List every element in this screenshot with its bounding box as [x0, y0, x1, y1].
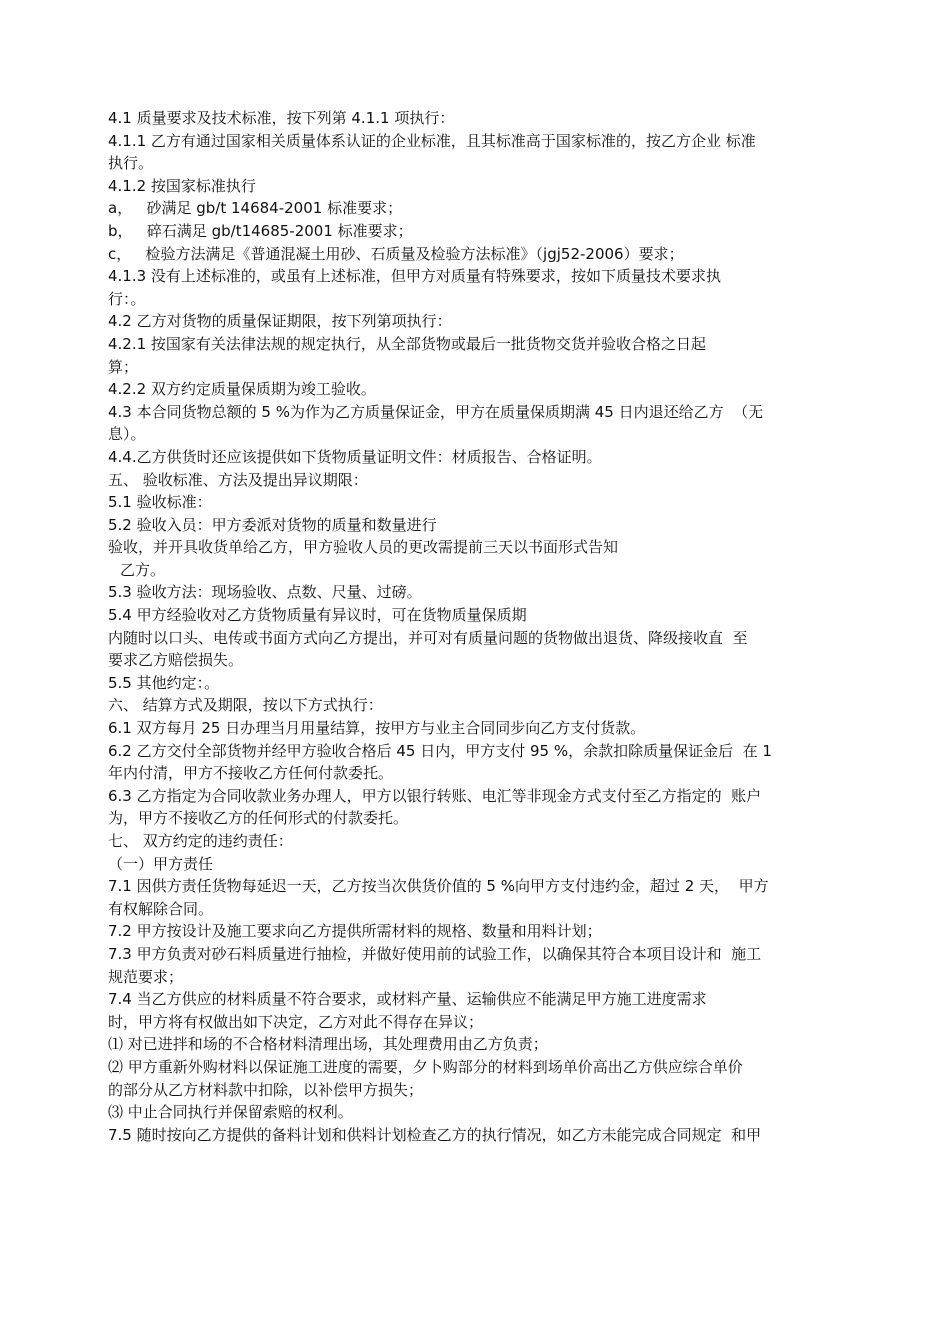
text-line: 4.1.1 乙方有通过国家相关质量体系认证的企业标准，且其标准高于国家标准的，按乙方企业 标准 — [108, 131, 756, 150]
text-line: 5.3 验收方法：现场验收、点数、尺量、过磅。 — [108, 583, 422, 602]
text-line: 5.1 验收标准： — [108, 493, 212, 512]
text-line: 6.2 乙方交付全部货物并经甲方验收合格后 45 日内，甲方支付 95 %，余款扣除质量保证金后 在 1 — [108, 741, 772, 760]
text-line: ⑵ 甲方重新外购材料以保证施工进度的需要，夕卜购部分的材料到场单价高出乙方供应综合单价 — [108, 1057, 743, 1076]
text-line: 要求乙方赔偿损失。 — [108, 651, 244, 670]
section-heading: 五、 验收标准、方法及提出异议期限： — [108, 470, 368, 489]
text-line: 4.3 本合同货物总额的 5 %为作为乙方质量保证金，甲方在质量保质期满 45 日内退还给乙方 （无 — [108, 402, 764, 421]
text-line: 息）。 — [108, 425, 146, 444]
section-heading: 七、 双方约定的违约责任： — [108, 832, 293, 850]
text-line: 执行。 — [108, 154, 154, 173]
text-line: ⑴ 对已进拌和场的不合格材料清理出场，其处理费用由乙方负责； — [108, 1035, 548, 1054]
text-line: 内随时以口头、电传或书面方式向乙方提出，并可对有质量问题的货物做出退货、降级接收直 至 — [108, 628, 748, 647]
text-line: 的部分从乙方材料款中扣除，以补偿甲方损失； — [108, 1080, 424, 1099]
text-line: 7.4 当乙方供应的材料质量不符合要求，或材料产量、运输供应不能满足甲方施工进度需求 — [108, 990, 707, 1009]
text-line: 4.2.1 按国家有关法律法规的规定执行，从全部货物或最后一批货物交货并验收合格之日起 — [108, 334, 706, 353]
text-line: 4.2 乙方对货物的质量保证期限，按下列第项执行： — [108, 312, 452, 331]
text-line: 7.1 因供方责任货物每延迟一天，乙方按当次供货价值的 5 %向甲方支付违约金，超过 2 天， 甲方 — [108, 877, 769, 896]
text-line: 6.3 乙方指定为合同收款业务办理人，甲方以银行转账、电汇等非现金方式支付至乙方指定的 账户 — [108, 786, 762, 805]
text-line: 4.1.2 按国家标准执行 — [108, 176, 256, 195]
document-body — [108, 107, 844, 1146]
section-heading: 六、 结算方式及期限，按以下方式执行： — [108, 696, 383, 715]
text-line: ⑶ 中止合同执行并保留索赔的权利。 — [108, 1103, 353, 1122]
text-line: 5.4 甲方经验收对乙方货物质量有异议时，可在货物质量保质期 — [108, 606, 527, 625]
subsection-heading: （一）甲方责任 — [108, 854, 214, 873]
text-line: 7.5 随时按向乙方提供的备料计划和供料计划检查乙方的执行情况，如乙方未能完成合同规定 和甲 — [108, 1125, 762, 1144]
text-line: 时，甲方将有权做出如下决定，乙方对此不得存在异议； — [108, 1012, 484, 1031]
text-line: c， 检验方法满足《普通混凝土用砂、石质量及检验方法标准》（jgj52-2006）要求； — [108, 244, 684, 263]
text-line: 4.1 质量要求及技术标准，按下列第 4.1.1 项执行： — [108, 109, 455, 127]
text-line: 验收，并开具收货单给乙方，甲方验收人员的更改需提前三天以书面形式告知 — [108, 538, 619, 557]
text-line: 乙方。 — [120, 560, 166, 579]
text-line: 4.1.3 没有上述标准的，或虽有上述标准，但甲方对质量有特殊要求，按如下质量技术要求执 — [108, 267, 721, 286]
text-line: 7.2 甲方按设计及施工要求向乙方提供所需材料的规格、数量和用料计划； — [108, 922, 602, 941]
text-line: 5.5 其他约定：。 — [108, 673, 220, 692]
text-line: 行：。 — [108, 289, 146, 308]
text-line: 4.2.2 双方约定质量保质期为竣工验收。 — [108, 380, 376, 399]
text-line: 5.2 验收入员：甲方委派对货物的质量和数量进行 — [108, 515, 437, 534]
text-line: 为，甲方不接收乙方的任何形式的付款委托。 — [108, 809, 409, 828]
text-line: 6.1 双方每月 25 日办理当月用量结算，按甲方与业主合同同步向乙方支付货款。 — [108, 719, 646, 738]
text-line: a， 砂满足 gb/t 14684-2001 标准要求； — [108, 199, 403, 218]
text-line: 算； — [108, 357, 139, 376]
text-line: 7.3 甲方负责对砂石料质量进行抽检，并做好使用前的试验工作，以确保其符合本项目设计和 施工 — [108, 944, 762, 963]
text-line: 规范要求； — [108, 967, 184, 986]
text-line: 4.4.乙方供货时还应该提供如下货物质量证明文件：材质报告、合格证明。 — [108, 447, 602, 466]
text-line: 年内付清，甲方不接收乙方任何付款委托。 — [108, 764, 394, 783]
text-line: b， 碎石满足 gb/t14685-2001 标准要求； — [108, 221, 413, 240]
text-line: 有权解除合同。 — [108, 899, 214, 918]
